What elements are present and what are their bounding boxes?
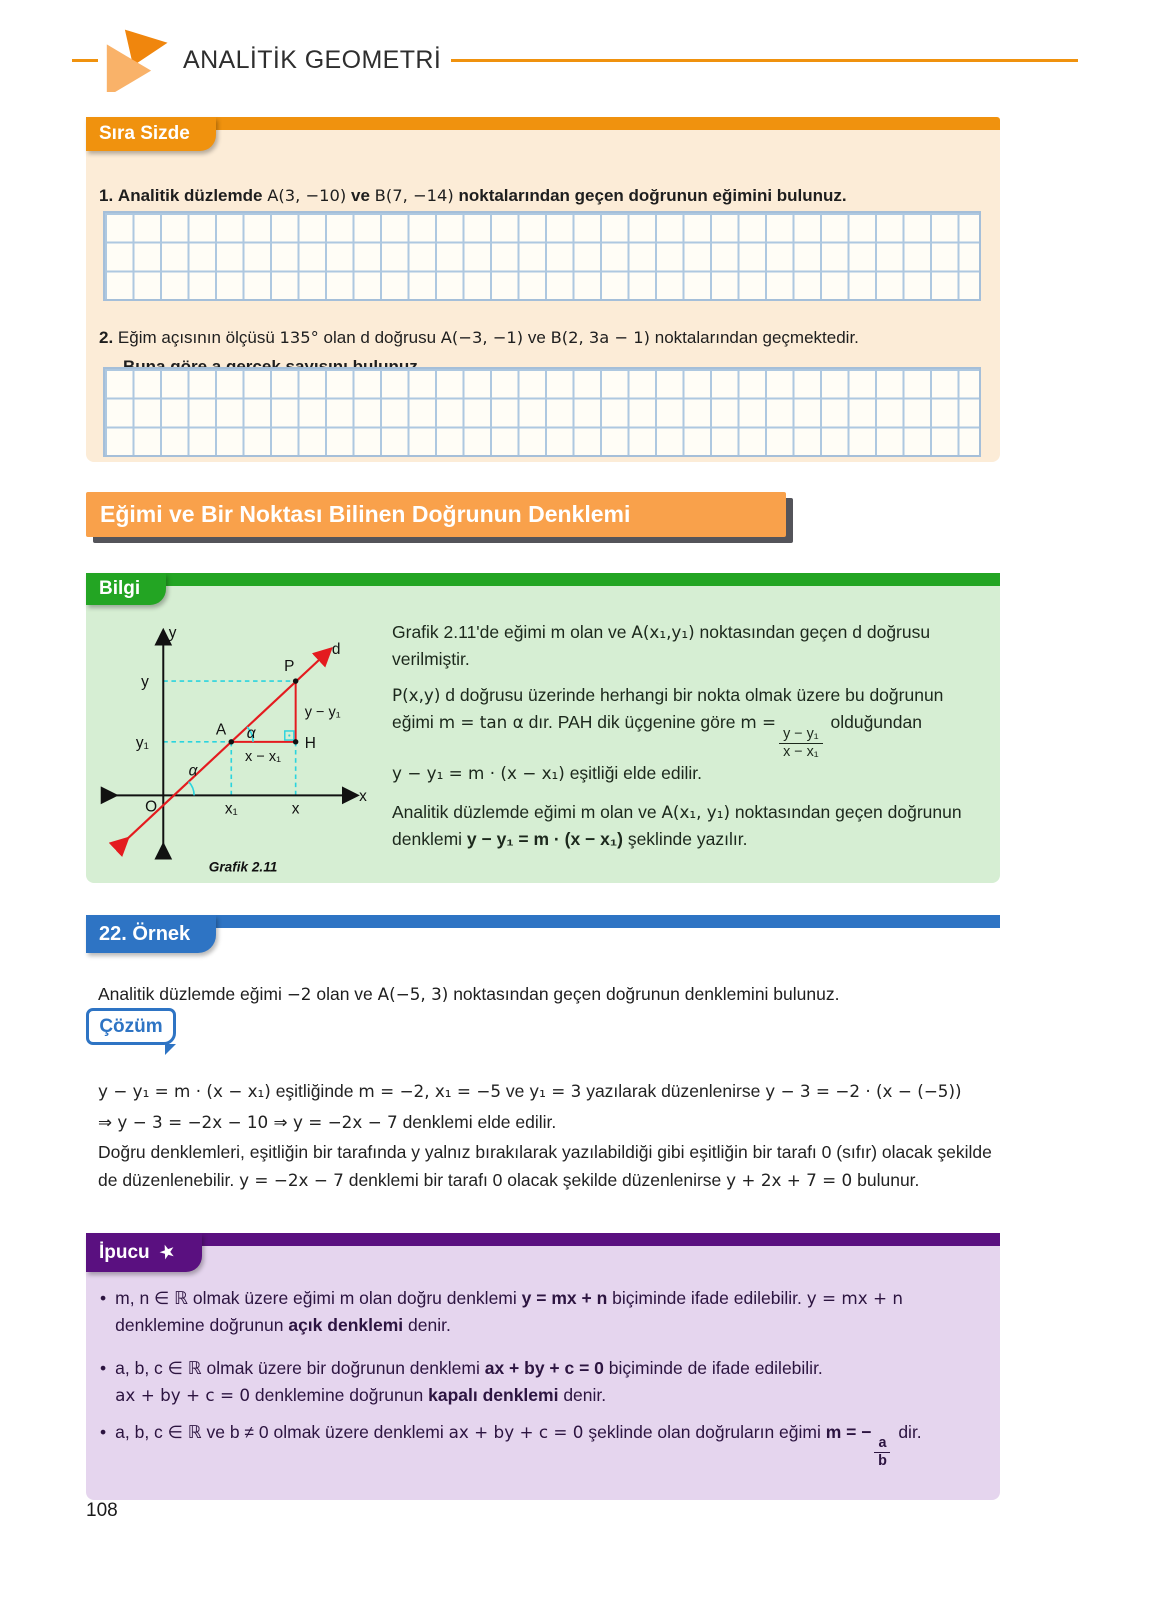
ipucu-tab-label: İpucu	[99, 1241, 150, 1263]
math-run: B(7, −14)	[374, 186, 454, 205]
bullet-dot: •	[100, 1422, 107, 1442]
text-run: Grafik 2.11'de eğimi m olan ve	[392, 622, 627, 642]
ipucu-bar	[86, 1233, 1000, 1246]
text-run: eşitliğinde	[275, 1080, 354, 1101]
label-P: P	[284, 658, 295, 676]
text-run: noktasından geçen doğrunun denklemi	[392, 801, 962, 850]
math-run: y − y₁ = m · (x − x₁)	[98, 1080, 271, 1101]
text-run: şeklinde yazılır.	[627, 829, 748, 850]
text-run: noktasından geçen d doğrusu verilmiştir.	[392, 622, 931, 670]
label-d: d	[331, 640, 341, 658]
ornek-section	[86, 915, 1000, 957]
ornek-question	[98, 984, 990, 1005]
math-run: −2	[286, 983, 312, 1004]
bullet-dot: •	[100, 1288, 107, 1308]
text-run: noktasından geçen doğrunun denklemini bulunuz.	[453, 983, 840, 1004]
question-2-line-1	[99, 326, 988, 350]
fraction: $\frac{a}{b}$	[874, 1436, 890, 1469]
sira-sizde-bar	[86, 117, 1000, 130]
header-rule-right	[451, 59, 1078, 62]
bilgi-paragraph-3	[392, 799, 990, 853]
text-run: Analitik düzlemde eğimi	[98, 983, 282, 1004]
question-1	[99, 184, 988, 208]
star-icon: ★	[155, 1239, 179, 1266]
bullet-dot: •	[100, 1358, 107, 1378]
bilgi-bar	[86, 573, 1000, 586]
label-axis-y: y	[168, 624, 177, 642]
ornek-bar	[86, 915, 1000, 928]
text-run: eşitliği elde edilir.	[569, 762, 702, 783]
text-run: denklemine doğrunun	[115, 1315, 284, 1336]
fraction: $\frac{\text{y − y₁}}{\text{x − x₁}}$	[779, 727, 823, 760]
triangle-logo-icon	[105, 28, 171, 92]
text-run: yazılarak düzenlenirse	[586, 1080, 761, 1101]
math-run: A(x₁,y₁)	[631, 622, 695, 642]
topic-banner: Eğimi ve Bir Noktası Bilinen Doğrunun Denklemi	[86, 492, 786, 537]
math-run: A(−5, 3)	[377, 983, 449, 1004]
math-run: m = −2, x₁ = −5	[358, 1080, 501, 1101]
text-run: olan ve	[316, 983, 373, 1004]
math-run: ⇒ y − 3 = −2x − 10 ⇒ y = −2x − 7	[98, 1112, 398, 1132]
ornek-tab: 22. Örnek	[86, 915, 216, 953]
text-run: Eğim açısının ölçüsü	[117, 328, 275, 347]
text-run: m, n ∈ ℝ olmak üzere eğimi m olan doğru denklemi	[115, 1288, 517, 1308]
bilgi-section	[86, 573, 1000, 883]
text-run: Doğru denklemleri, eşitliğin bir tarafında y yalnız bırakılarak yazılabildiği gibi eşitliğin bir tarafı 0 (sıfır) olacak şekilde de düzenlenebilir.	[98, 1141, 992, 1190]
dashed-guides	[163, 681, 295, 795]
label-axis-x: x	[359, 787, 367, 805]
text-run: şeklinde olan doğruların eğimi	[588, 1422, 821, 1442]
bilgi-tab: Bilgi	[86, 573, 166, 605]
text-run: a, b, c ∈ ℝ olmak üzere bir doğrunun denklemi	[115, 1358, 480, 1378]
math-run: y = mx + n	[806, 1288, 904, 1308]
text-run: bulunur.	[857, 1169, 920, 1190]
alpha-arc-origin	[189, 782, 194, 796]
bilgi-paragraph-1	[392, 619, 990, 673]
sira-sizde-section	[86, 117, 1000, 462]
formula-bold: ax + by + c = 0	[484, 1358, 604, 1378]
point-H	[293, 739, 298, 744]
label-H: H	[304, 735, 316, 753]
answer-grid-2[interactable]	[103, 367, 981, 457]
label-seg-horizontal: x − x₁	[245, 748, 281, 765]
text-run: Analitik düzlemde	[117, 186, 263, 205]
math-run: A(x₁, y₁)	[661, 801, 731, 822]
question-number: 2.	[99, 328, 114, 347]
math-run: m =	[740, 712, 777, 733]
formula-bold: y − y₁ = m · (x − x₁)	[466, 829, 623, 850]
text-run: dir.	[898, 1422, 922, 1442]
label-origin: O	[145, 798, 158, 816]
label-x1: x₁	[224, 800, 238, 818]
sira-sizde-tab: Sıra Sizde	[86, 117, 216, 151]
ipucu-section	[86, 1233, 1000, 1500]
math-run: B(2, 3a − 1)	[550, 328, 651, 347]
label-alpha-origin: α	[188, 762, 198, 780]
text-run: Analitik düzlemde eğimi m olan ve	[392, 801, 657, 822]
text-run: ve	[505, 1080, 525, 1101]
text-run: noktalarından geçmektedir.	[654, 328, 859, 347]
math-run: A(−3, −1)	[440, 328, 524, 347]
cozum-badge: Çözüm	[86, 1008, 176, 1045]
label-y: y	[141, 673, 149, 691]
page-number: 108	[86, 1500, 118, 1521]
text-run: noktalarından geçen doğrunun eğimini bulunuz.	[458, 186, 847, 205]
ipucu-bullet-3	[100, 1419, 976, 1469]
math-run: m = tan α	[438, 712, 524, 733]
math-run: y − 3 = −2 · (x − (−5))	[765, 1080, 962, 1101]
ipucu-bullet-1	[100, 1285, 976, 1339]
text-run: ve	[527, 328, 546, 347]
math-run: ax + by + c = 0	[448, 1422, 584, 1442]
text-run: denklemi bir tarafı 0 olacak şekilde düzenlenirse	[348, 1169, 722, 1190]
term-bold: kapalı denklemi	[428, 1385, 559, 1406]
question-number: 1.	[99, 186, 114, 205]
page-title: ANALİTİK GEOMETRİ	[183, 45, 442, 74]
bilgi-paragraph-2	[392, 682, 990, 787]
math-run: y − y₁ = m · (x − x₁)	[392, 762, 565, 783]
graph-caption: Grafik 2.11	[208, 859, 278, 875]
math-run: y + 2x + 7 = 0	[726, 1169, 853, 1190]
label-A: A	[215, 721, 227, 739]
solution-paragraph-1	[98, 1076, 996, 1139]
label-alpha-A: α	[246, 725, 256, 743]
math-run: P(x,y)	[392, 685, 441, 706]
text-run: olduğundan	[830, 712, 922, 733]
text-run: ve	[350, 186, 370, 205]
point-P	[293, 678, 298, 683]
formula-bold: m = −	[825, 1422, 872, 1442]
text-run: d doğrusu üzerinde herhangi bir nokta olmak üzere bu doğrunun eğimi	[392, 685, 944, 733]
math-run: ax + by + c = 0	[115, 1385, 251, 1406]
math-run: 135°	[279, 328, 319, 347]
text-run: denklemine doğrunun	[254, 1385, 424, 1406]
math-run: A(3, −10)	[267, 186, 347, 205]
ipucu-tab	[86, 1233, 202, 1272]
text-run: denir.	[563, 1385, 607, 1406]
term-bold: açık denklemi	[288, 1315, 404, 1336]
text-run: biçiminde ifade edilebilir.	[612, 1288, 802, 1308]
text-run: a, b, c ∈ ℝ ve b ≠ 0 olmak üzere denklemi	[115, 1422, 444, 1442]
text-run: olan d doğrusu	[323, 328, 437, 347]
bilgi-text-column	[392, 619, 990, 862]
label-seg-vertical: y − y₁	[304, 704, 341, 721]
header-rule-left	[72, 59, 98, 62]
text-run: denir.	[408, 1315, 451, 1336]
math-run: y = −2x − 7	[239, 1169, 344, 1190]
text-run: biçiminde de ifade edilebilir.	[608, 1358, 823, 1378]
coordinate-graph	[98, 623, 370, 877]
page-header	[72, 24, 1078, 96]
answer-grid-1[interactable]	[103, 211, 981, 301]
label-y1: y₁	[135, 734, 149, 752]
text-run: denklemi elde edilir.	[402, 1112, 557, 1132]
text-run: dır. PAH dik üçgenine göre	[528, 712, 736, 733]
math-run: y₁ = 3	[529, 1080, 582, 1101]
formula-bold: y = mx + n	[521, 1288, 608, 1308]
solution-paragraph-2	[98, 1138, 996, 1195]
label-x: x	[291, 800, 300, 818]
ipucu-bullet-2	[100, 1355, 976, 1409]
point-A	[229, 739, 234, 744]
